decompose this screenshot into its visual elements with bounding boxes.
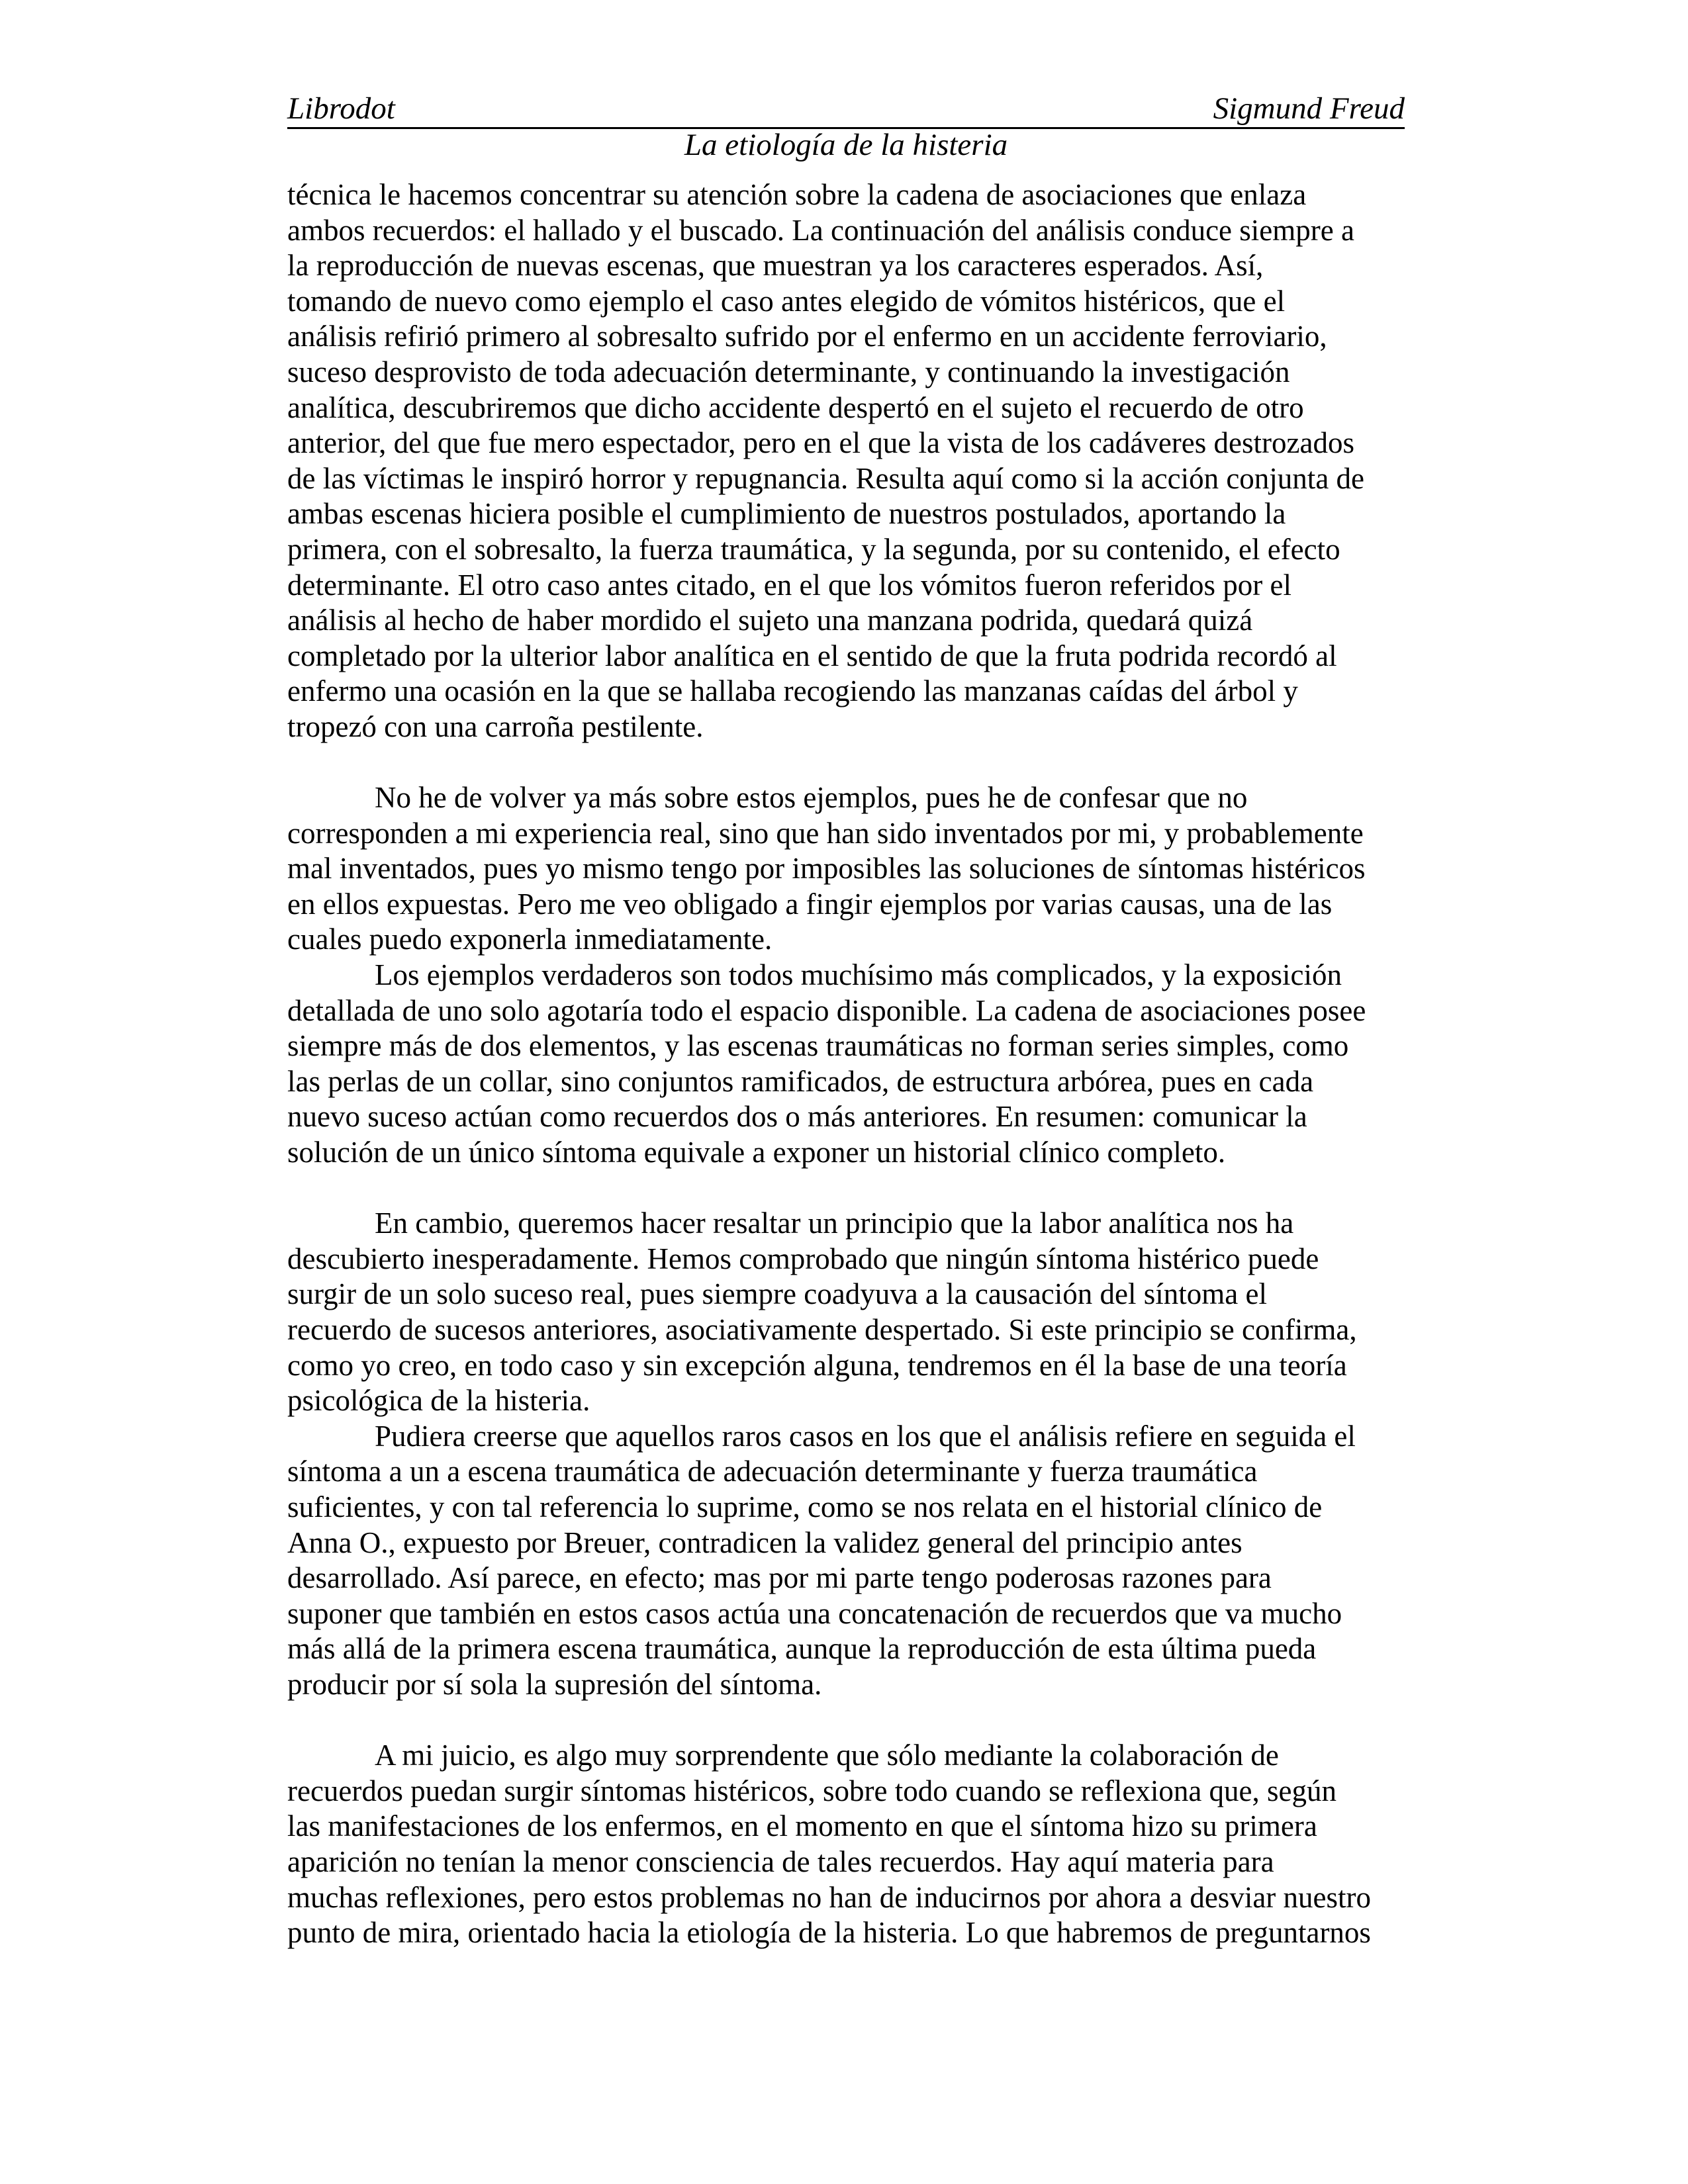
text-line: surgir de un solo suceso real, pues siempre coadyuva a la causación del síntoma el bbox=[287, 1277, 1267, 1311]
text-line: análisis al hecho de haber mordido el sujeto una manzana podrida, quedará quizá bbox=[287, 604, 1253, 637]
text-line: tomando de nuevo como ejemplo el caso antes elegido de vómitos histéricos, que el bbox=[287, 284, 1286, 318]
text-line: recuerdo de sucesos anteriores, asociativamente despertado. Si este principio se confirma, bbox=[287, 1313, 1357, 1346]
text-line: suficientes, y con tal referencia lo suprime, como se nos relata en el historial clínico de bbox=[287, 1490, 1323, 1524]
text-line bbox=[287, 780, 1413, 816]
text-line: producir por sí sola la supresión del síntoma. bbox=[287, 1667, 822, 1701]
running-header bbox=[287, 90, 1405, 129]
text-line bbox=[287, 1206, 1413, 1242]
text-line bbox=[287, 958, 1413, 993]
text-line: solución de un único síntoma equivale a exponer un historial clínico completo. bbox=[287, 1136, 1226, 1169]
text-line: siempre más de dos elementos, y las escenas traumáticas no forman series simples, como bbox=[287, 1029, 1349, 1063]
body-text bbox=[287, 177, 1413, 1951]
text-line: recuerdos puedan surgir síntomas histéricos, sobre todo cuando se reflexiona que, según bbox=[287, 1774, 1336, 1807]
paragraph-6 bbox=[287, 1738, 1413, 1951]
text-line: mal inventados, pues yo mismo tengo por imposibles las soluciones de síntomas histéricos bbox=[287, 852, 1366, 886]
text-line: la reproducción de nuevas escenas, que muestran ya los caracteres esperados. Así, bbox=[287, 249, 1264, 283]
text-line: psicológica de la histeria. bbox=[287, 1384, 590, 1418]
text-line: aparición no tenían la menor consciencia de tales recuerdos. Hay aquí materia para bbox=[287, 1844, 1274, 1878]
text-line: tropezó con una carroña pestilente. bbox=[287, 709, 704, 743]
text-line: analítica, descubriremos que dicho accidente despertó en el sujeto el recuerdo de otro bbox=[287, 390, 1304, 424]
text-line: suceso desprovisto de toda adecuación determinante, y continuando la investigación bbox=[287, 355, 1290, 388]
paragraph-gap bbox=[287, 745, 1413, 781]
text-line: de las víctimas le inspiró horror y repugnancia. Resulta aquí como si la acción conjunta de bbox=[287, 461, 1365, 495]
text-line: síntoma a un a escena traumática de adecuación determinante y fuerza traumática bbox=[287, 1455, 1258, 1488]
text-line: completado por la ulterior labor analítica en el sentido de que la fruta podrida recordó al bbox=[287, 639, 1337, 672]
text-line: como yo creo, en todo caso y sin excepción alguna, tendremos en él la base de una teoría bbox=[287, 1348, 1347, 1382]
paragraph-gap bbox=[287, 1171, 1413, 1206]
text-line: primera, con el sobresalto, la fuerza traumática, y la segunda, por su contenido, el efecto bbox=[287, 532, 1340, 566]
text-line-content: No he de volver ya más sobre estos ejemplos, pues he de confesar que no bbox=[375, 781, 1248, 815]
text-line: detallada de uno solo agotaría todo el espacio disponible. La cadena de asociaciones posee bbox=[287, 993, 1366, 1027]
text-line: Anna O., expuesto por Breuer, contradicen la validez general del principio antes bbox=[287, 1525, 1243, 1559]
paragraph-gap bbox=[287, 1703, 1413, 1739]
text-line: más allá de la primera escena traumática, aunque la reproducción de esta última pueda bbox=[287, 1632, 1317, 1666]
text-line: determinante. El otro caso antes citado, en el que los vómitos fueron referidos por el bbox=[287, 568, 1292, 602]
text-line: ambas escenas hiciera posible el cumplimiento de nuestros postulados, aportando la bbox=[287, 497, 1286, 531]
text-line: técnica le hacemos concentrar su atención sobre la cadena de asociaciones que enlaza bbox=[287, 178, 1307, 211]
text-line bbox=[287, 1738, 1413, 1774]
text-line-content: Los ejemplos verdaderos son todos muchísimo más complicados, y la exposición bbox=[375, 958, 1342, 992]
text-line: las manifestaciones de los enfermos, en el momento en que el síntoma hizo su primera bbox=[287, 1809, 1317, 1843]
header-author: Sigmund Freud bbox=[1213, 91, 1405, 126]
paragraph-5 bbox=[287, 1419, 1413, 1703]
text-line: ambos recuerdos: el hallado y el buscado. La continuación del análisis conduce siempre a bbox=[287, 213, 1354, 247]
text-line: en ellos expuestas. Pero me veo obligado a fingir ejemplos por varias causas, una de las bbox=[287, 887, 1333, 921]
paragraph-3 bbox=[287, 958, 1413, 1171]
text-line: descubierto inesperadamente. Hemos comprobado que ningún síntoma histérico puede bbox=[287, 1242, 1319, 1275]
text-line: desarrollado. Así parece, en efecto; mas por mi parte tengo poderosas razones para bbox=[287, 1561, 1272, 1595]
text-line bbox=[287, 1419, 1413, 1455]
text-line: nuevo suceso actúan como recuerdos dos o más anteriores. En resumen: comunicar la bbox=[287, 1100, 1307, 1134]
text-line-content: A mi juicio, es algo muy sorprendente que sólo mediante la colaboración de bbox=[375, 1739, 1279, 1772]
paragraph-4 bbox=[287, 1206, 1413, 1419]
text-line: enfermo una ocasión en la que se hallaba recogiendo las manzanas caídas del árbol y bbox=[287, 674, 1298, 708]
text-line-content: Pudiera creerse que aquellos raros casos en los que el análisis refiere en seguida el bbox=[375, 1419, 1356, 1453]
text-line-content: En cambio, queremos hacer resaltar un principio que la labor analítica nos ha bbox=[375, 1206, 1294, 1240]
text-line: corresponden a mi experiencia real, sino que han sido inventados por mi, y probablemente bbox=[287, 816, 1364, 850]
text-line: suponer que también en estos casos actúa una concatenación de recuerdos que va mucho bbox=[287, 1596, 1342, 1630]
header-title: La etiología de la histeria bbox=[684, 128, 1008, 162]
paragraph-1 bbox=[287, 177, 1413, 745]
header-source: Librodot bbox=[287, 91, 395, 126]
text-line: análisis refirió primero al sobresalto sufrido por el enfermo en un accidente ferroviario, bbox=[287, 320, 1327, 353]
paragraph-2 bbox=[287, 780, 1413, 958]
text-line: punto de mira, orientado hacia la etiología de la histeria. Lo que habremos de preguntarnos bbox=[287, 1916, 1371, 1950]
text-line: las perlas de un collar, sino conjuntos ramificados, de estructura arbórea, pues en cada bbox=[287, 1064, 1314, 1098]
text-line: muchas reflexiones, pero estos problemas no han de inducirnos por ahora a desviar nuestro bbox=[287, 1880, 1372, 1914]
text-line: cuales puedo exponerla inmediatamente. bbox=[287, 923, 773, 956]
text-line: anterior, del que fue mero espectador, pero en el que la vista de los cadáveres destrozados bbox=[287, 426, 1354, 460]
